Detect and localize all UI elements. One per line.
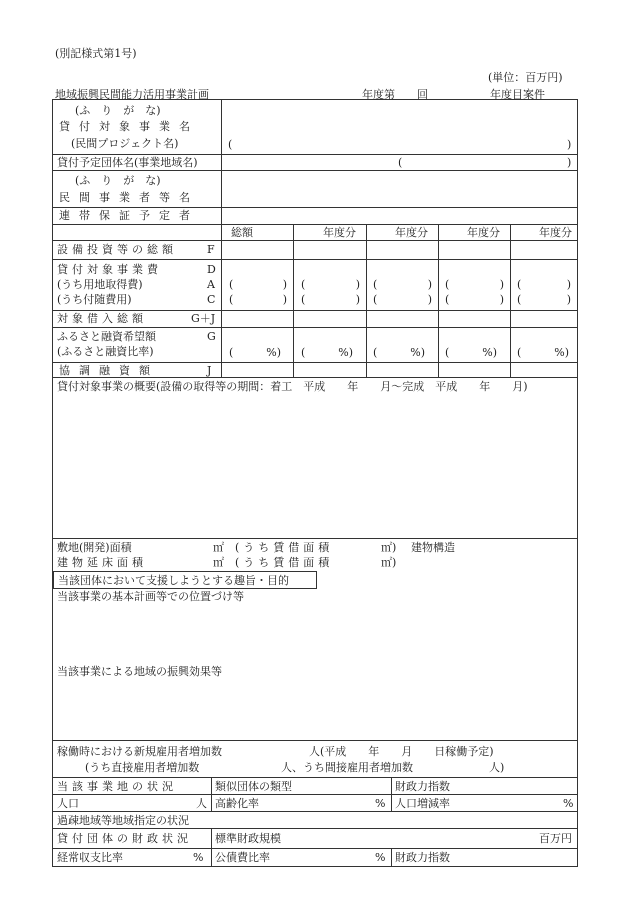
- col-year-1: 年度分: [323, 226, 356, 239]
- current-balance-ratio: 経常収支比率: [57, 851, 123, 864]
- application-form: [52, 99, 578, 867]
- form-number: (別記様式第1号): [55, 47, 137, 60]
- effects-label: 当該事業による地域の振興効果等: [57, 665, 222, 678]
- direct-employment-label: (うち直接雇用者増加数: [85, 761, 200, 774]
- capex-code: F: [207, 243, 215, 256]
- paren-open-1: (: [228, 138, 233, 151]
- loan-project-code: D: [207, 263, 216, 276]
- employment-value: 人(平成 年 月 日稼働予定): [309, 745, 494, 758]
- indirect-employment-label: 人、うち間接雇用者増加数: [281, 761, 413, 774]
- ratio-cell-3: ( %): [373, 346, 426, 359]
- million-yen-unit: 百万円: [539, 832, 572, 845]
- depop-designation: 過疎地域等地域指定の状況: [57, 814, 189, 827]
- inc-paren-1: ( ): [229, 293, 287, 306]
- purpose-label: 当該団体において支援しようとする趣旨・目的: [58, 574, 289, 587]
- fiscal-index-2: 財政力指数: [395, 851, 450, 864]
- employment-label: 稼働時における新規雇用者増加数: [57, 745, 222, 758]
- furigana-1: (ふ り が な): [75, 104, 161, 117]
- col-total: 総額: [231, 226, 253, 239]
- unit-label: (単位：百万円): [488, 71, 563, 84]
- land-paren-3: ( ): [373, 278, 432, 291]
- operator-name-label: 民間事業者等名: [59, 191, 199, 204]
- building-structure-label: 建物構造: [411, 541, 455, 554]
- project-area-status: 当該事業地の状況: [57, 780, 177, 793]
- paren-open-2: (: [398, 156, 403, 169]
- loan-project-cost-label: 貸付対象事業費: [57, 263, 162, 276]
- furigana-2: (ふ り が な): [75, 174, 161, 187]
- land-cost-label: (うち用地取得費): [57, 278, 143, 291]
- population-label: 人口: [57, 797, 79, 810]
- paren-close-1: ): [567, 138, 572, 151]
- col-year-2: 年度分: [395, 226, 428, 239]
- borrower-fiscal-status: 貸付団体の財政状況: [57, 832, 192, 845]
- debt-ratio-unit: %: [375, 851, 386, 864]
- purpose-box: [53, 571, 317, 589]
- current-balance-unit: %: [193, 851, 204, 864]
- incidental-code: C: [207, 293, 216, 306]
- guarantor-label: 連帯保証予定者: [59, 209, 199, 222]
- aging-rate-unit: %: [375, 797, 386, 810]
- floor-area-unit: ㎡: [213, 556, 224, 569]
- target-borrowing-code: G＋J: [191, 312, 216, 325]
- ratio-cell-2: ( %): [301, 346, 354, 359]
- form-title: 地域振興民間能力活用事業計画: [55, 88, 209, 101]
- land-code: A: [207, 278, 215, 291]
- debt-ratio-label: 公債費比率: [215, 851, 270, 864]
- fiscal-index-1: 財政力指数: [395, 780, 450, 793]
- site-area-unit: ㎡: [213, 541, 224, 554]
- floor-area-label: 建物延床面積: [57, 556, 147, 569]
- paren-close-2: ): [567, 156, 572, 169]
- std-fiscal-scale: 標準財政規模: [215, 832, 281, 845]
- land-paren-1: ( ): [229, 278, 287, 291]
- ratio-cell-1: ( %): [229, 346, 282, 359]
- aging-rate-label: 高齢化率: [215, 797, 259, 810]
- furusato-loan-label: ふるさと融資希望額: [57, 330, 156, 343]
- employment-end: 人): [489, 761, 505, 774]
- ratio-cell-5: ( %): [517, 346, 570, 359]
- coop-loan-label: 協調融資額: [59, 364, 159, 377]
- col-year-4: 年度分: [539, 226, 572, 239]
- year-round: 年度第 回: [362, 88, 428, 101]
- private-project-name-label: (民間プロジェクト名): [71, 137, 179, 150]
- floor-lease-unit: ㎡): [381, 556, 397, 569]
- land-paren-5: ( ): [517, 278, 571, 291]
- furusato-code: G: [207, 330, 216, 343]
- inc-paren-3: ( ): [373, 293, 432, 306]
- inc-paren-5: ( ): [517, 293, 571, 306]
- col-year-3: 年度分: [467, 226, 500, 239]
- overview-label: 貸付対象事業の概要(設備の取得等の期間：着工 平成 年 月～完成 平成 年 月): [57, 380, 528, 393]
- site-lease-unit: ㎡): [381, 541, 397, 554]
- incidental-cost-label: (うち付随費用): [57, 293, 132, 306]
- loan-project-name-label: 貸付対象事業名: [59, 120, 199, 133]
- furusato-ratio-label: (ふるさと融資比率): [57, 345, 154, 358]
- pop-change-unit: %: [563, 797, 574, 810]
- land-paren-2: ( ): [301, 278, 360, 291]
- ratio-cell-4: ( %): [445, 346, 498, 359]
- inc-paren-2: ( ): [301, 293, 360, 306]
- capex-total-label: 設備投資等の総額: [57, 243, 177, 256]
- site-area-label: 敷地(開発)面積: [57, 541, 132, 554]
- coop-code: J: [207, 364, 212, 377]
- site-lease-label: (うち賃借面積: [235, 541, 334, 554]
- similar-group-type: 類似団体の類型: [215, 780, 292, 793]
- pop-change-label: 人口増減率: [395, 797, 450, 810]
- population-unit: 人: [196, 797, 207, 810]
- inc-paren-4: ( ): [445, 293, 504, 306]
- positioning-label: 当該事業の基本計画等での位置づけ等: [57, 590, 244, 603]
- floor-lease-label: (うち賃借面積: [235, 556, 334, 569]
- planned-borrower-label: 貸付予定団体名(事業地域名): [57, 156, 198, 169]
- target-borrowing-label: 対象借入総額: [57, 312, 147, 325]
- case-number: 年度目案件: [490, 88, 545, 101]
- land-paren-4: ( ): [445, 278, 504, 291]
